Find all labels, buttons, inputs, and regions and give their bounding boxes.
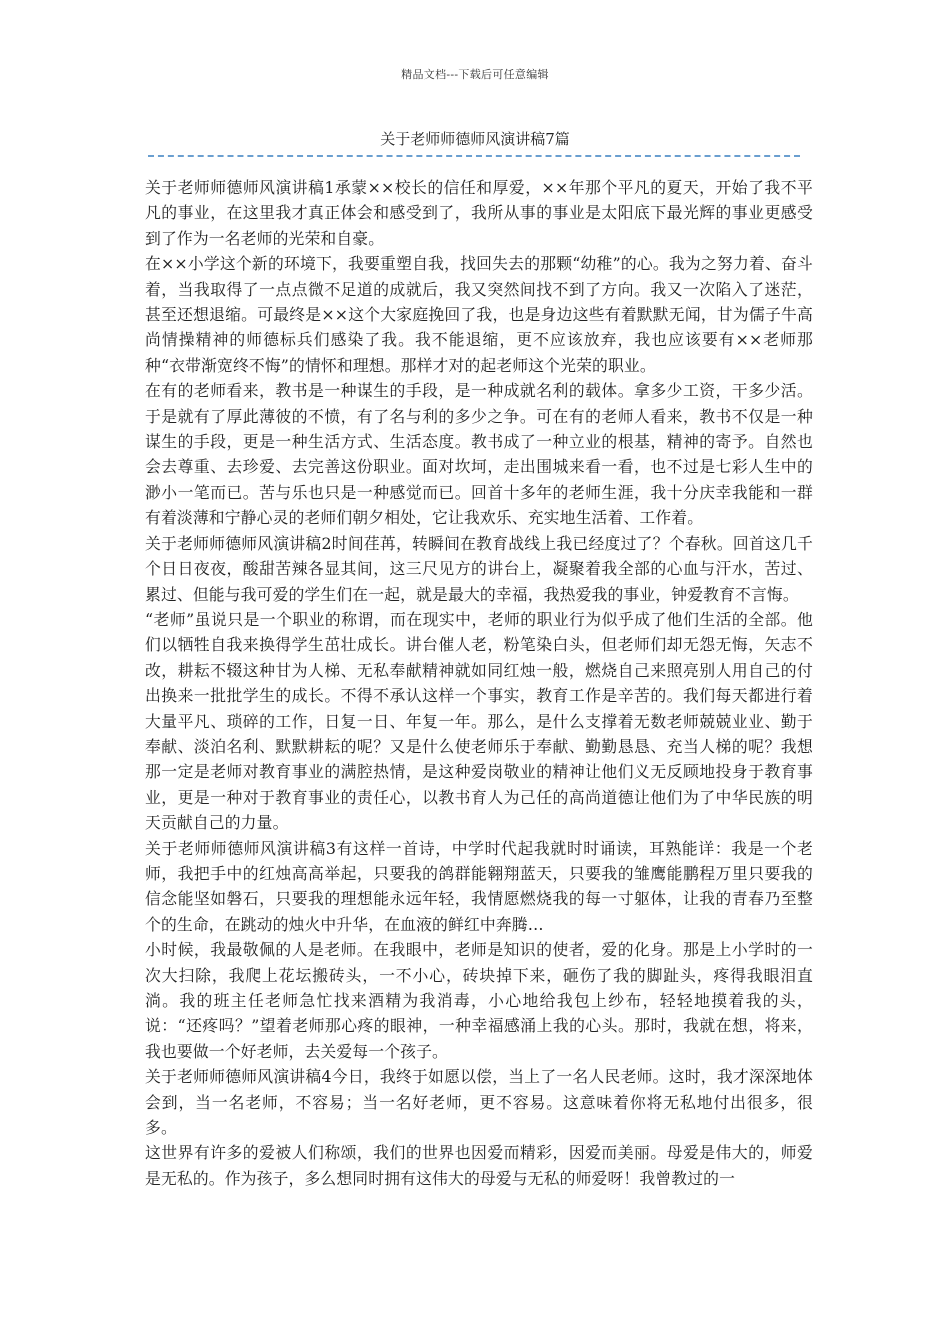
paragraph: 关于老师师德师风演讲稿3有这样一首诗，中学时代起我就时时诵读，耳熟能详：我是一个老师，我把手中的红烛高高举起，只要我的鸽群能翱翔蓝天，只要我的雏鹰能鹏程万里只要我的信念能坚如磐石，只要我的理想能永远年轻，我情愿燃烧我的每一寸躯体，让我的青春乃至整个的生命，在跳动的烛火中升华，在血液的鲜红中奔腾…	[145, 838, 813, 934]
paragraph: 关于老师师德师风演讲稿2时间荏苒，转瞬间在教育战线上我已经度过了？个春秋。回首这几千个日日夜夜，酸甜苦辣各显其间，这三尺见方的讲台上，凝聚着我全部的心血与汗水，苦过、累过、但能与我可爱的学生们在一起，就是最大的幸福，我热爱我的事业，钟爱教育不言悔。	[145, 533, 813, 604]
paragraph: 在××小学这个新的环境下，我要重塑自我，找回失去的那颗“幼稚”的心。我为之努力着、奋斗着，当我取得了一点点微不足道的成就后，我又突然间找不到了方向。我又一次陷入了迷茫，甚至还想退缩。可最终是××这个大家庭挽回了我，也是身边这些有着默默无闻，甘为儒子牛高尚情操精神的师德标兵们感染了我。我不能退缩，更不应该放弃，我也应该要有××老师那种“衣带渐宽终不悔”的情怀和理想。那样才对的起老师这个光荣的职业。	[145, 254, 813, 375]
document-body	[145, 175, 813, 1191]
document-title: 关于老师师德师风演讲稿7篇	[380, 130, 570, 148]
paragraph: “老师”虽说只是一个职业的称谓，而在现实中，老师的职业行为似乎成了他们生活的全部。他们以牺牲自我来换得学生茁壮成长。讲台催人老，粉笔染白头，但老师们却无怨无悔，矢志不改，耕耘不辍这种甘为人梯、无私奉献精神就如同红烛一般，燃烧自己来照亮别人用自己的付出换来一批批学生的成长。不得不承认这样一个事实，教育工作是辛苦的。我们每天都进行着大量平凡、琐碎的工作，日复一日、年复一年。那么，是什么支撑着无数老师兢兢业业、勤于奉献、淡泊名利、默默耕耘的呢？又是什么使老师乐于奉献、勤勤恳恳、充当人梯的呢？我想那一定是老师对教育事业的满腔热情，是这种爱岗敬业的精神让他们义无反顾地投身于教育事业，更是一种对于教育事业的责任心，以教书育人为己任的高尚道德让他们为了中华民族的明天贡献自己的力量。	[145, 609, 813, 833]
paragraph: 关于老师师德师风演讲稿1承蒙××校长的信任和厚爱，××年那个平凡的夏天，开始了我不平凡的事业，在这里我才真正体会和感受到了，我所从事的事业是太阳底下最光辉的事业更感受到了作为一名老师的光荣和自豪。	[145, 178, 813, 248]
header-note: 精品文档---下载后可任意编辑	[401, 68, 549, 81]
paragraph: 关于老师师德师风演讲稿4今日，我终于如愿以偿，当上了一名人民老师。这时，我才深深地体会到，当一名老师，不容易；当一名好老师，更不容易。这意味着你将无私地付出很多，很多。	[145, 1067, 813, 1138]
paragraph: 在有的老师看来，教书是一种谋生的手段，是一种成就名利的载体。拿多少工资，干多少活。于是就有了厚此薄彼的不愤，有了名与利的多少之争。可在有的老师人看来，教书不仅是一种谋生的手段，更是一种生活方式、生活态度。教书成了一种立业的根基，精神的寄予。自然也会去尊重、去珍爱、去完善这份职业。面对坎坷，走出围城来看一看，也不过是七彩人生中的渺小一笔而已。苦与乐也只是一种感觉而已。回首十多年的老师生涯，我十分庆幸我能和一群有着淡薄和宁静心灵的老师们朝夕相处，它让我欢乐、充实地生活着、工作着。	[145, 381, 813, 528]
paragraph: 小时候，我最敬佩的人是老师。在我眼中，老师是知识的使者，爱的化身。那是上小学时的一次大扫除，我爬上花坛搬砖头，一不小心，砖块掉下来，砸伤了我的脚趾头，疼得我眼泪直淌。我的班主任老师急忙找来酒精为我消毒，小心地给我包上纱布，轻轻地摸着我的头，说：“还疼吗？”望着老师那心疼的眼神，一种幸福感涌上我的心头。那时，我就在想，将来，我也要做一个好老师，去关爱每一个孩子。	[145, 940, 813, 1061]
paragraph: 这世界有许多的爱被人们称颂，我们的世界也因爱而精彩，因爱而美丽。母爱是伟大的，师爱是无私的。作为孩子，多么想同时拥有这伟大的母爱与无私的师爱呀！我曾教过的一	[145, 1143, 813, 1188]
dashed-divider	[148, 155, 800, 157]
